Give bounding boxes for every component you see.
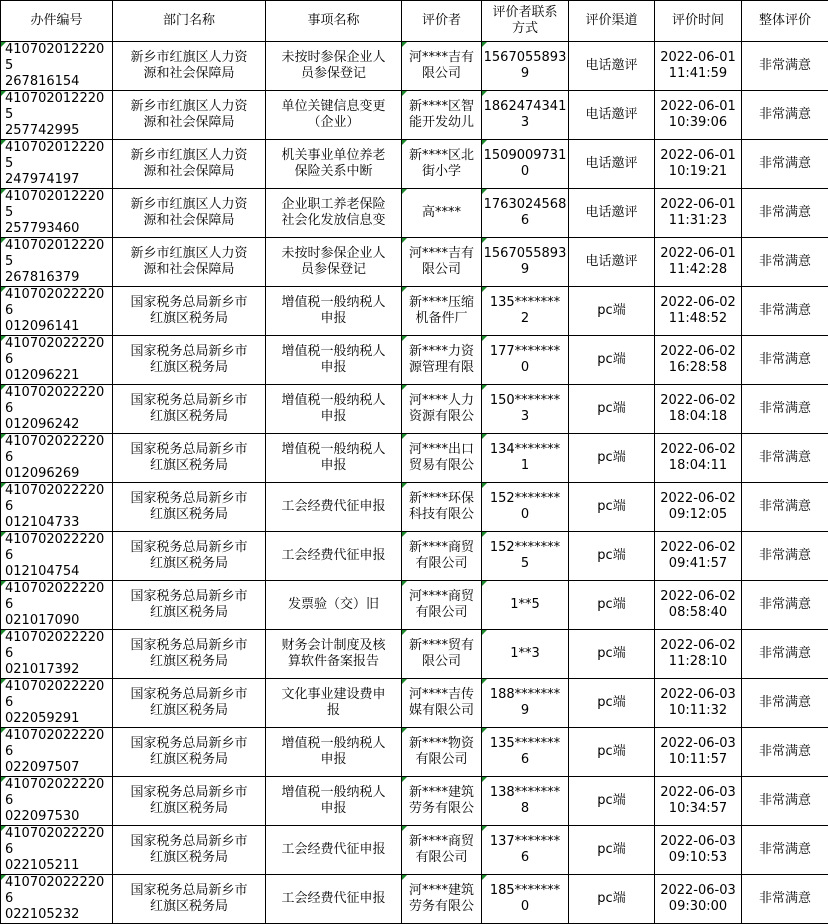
cell-time: 2022-06-02 09:12:05 (655, 483, 742, 532)
cell-department: 国家税务总局新乡市 红旗区税务局 (113, 679, 266, 728)
table-row (1, 679, 828, 728)
table-row (1, 42, 828, 91)
cell-rating: 非常满意 (742, 777, 828, 826)
cell-channel: pc端 (569, 581, 655, 630)
cell-contact: 1509009731 0 (482, 140, 569, 189)
cell-contact: 1862474341 3 (482, 91, 569, 140)
cell-department: 国家税务总局新乡市 红旗区税务局 (113, 581, 266, 630)
cell-channel: pc端 (569, 532, 655, 581)
cell-contact: 152******* 5 (482, 532, 569, 581)
cell-channel: pc端 (569, 434, 655, 483)
table-row (1, 875, 828, 924)
cell-time: 2022-06-01 11:41:59 (655, 42, 742, 91)
cell-item: 财务会计制度及核 算软件备案报告 (266, 630, 402, 679)
cell-time: 2022-06-02 16:28:58 (655, 336, 742, 385)
cell-department: 国家税务总局新乡市 红旗区税务局 (113, 826, 266, 875)
table-row (1, 434, 828, 483)
table-row (1, 287, 828, 336)
cell-rating: 非常满意 (742, 336, 828, 385)
cell-item: 发票验（交）旧 (266, 581, 402, 630)
cell-department: 国家税务总局新乡市 红旗区税务局 (113, 532, 266, 581)
header-time: 评价时间 (655, 1, 742, 42)
cell-evaluator: 新****环保 科技有限公 (402, 483, 482, 532)
cell-evaluator: 新****区北 街小学 (402, 140, 482, 189)
cell-id: 4107020222206 021017392 (1, 630, 113, 679)
cell-department: 新乡市红旗区人力资 源和社会保障局 (113, 140, 266, 189)
table-row (1, 483, 828, 532)
table-row (1, 189, 828, 238)
cell-time: 2022-06-02 18:04:11 (655, 434, 742, 483)
cell-rating: 非常满意 (742, 385, 828, 434)
cell-rating: 非常满意 (742, 581, 828, 630)
cell-department: 国家税务总局新乡市 红旗区税务局 (113, 875, 266, 924)
cell-item: 工会经费代征申报 (266, 483, 402, 532)
table-row (1, 826, 828, 875)
cell-channel: pc端 (569, 875, 655, 924)
cell-channel: pc端 (569, 630, 655, 679)
cell-channel: 电话邀评 (569, 42, 655, 91)
cell-contact: 134******* 1 (482, 434, 569, 483)
cell-department: 国家税务总局新乡市 红旗区税务局 (113, 287, 266, 336)
header-channel: 评价渠道 (569, 1, 655, 42)
cell-time: 2022-06-03 10:11:32 (655, 679, 742, 728)
cell-id: 4107020222206 022105211 (1, 826, 113, 875)
cell-time: 2022-06-01 10:39:06 (655, 91, 742, 140)
header-rating: 整体评价 (742, 1, 828, 42)
cell-id: 4107020222206 021017090 (1, 581, 113, 630)
table-row (1, 238, 828, 287)
cell-item: 工会经费代征申报 (266, 875, 402, 924)
cell-department: 国家税务总局新乡市 红旗区税务局 (113, 777, 266, 826)
cell-item: 增值税一般纳税人 申报 (266, 385, 402, 434)
cell-item: 未按时参保企业人 员参保登记 (266, 238, 402, 287)
cell-channel: pc端 (569, 728, 655, 777)
cell-id: 4107020222206 012096242 (1, 385, 113, 434)
header-contact: 评价者联系 方式 (482, 1, 569, 42)
cell-channel: pc端 (569, 826, 655, 875)
cell-evaluator: 新****压缩 机备件厂 (402, 287, 482, 336)
cell-time: 2022-06-03 10:34:57 (655, 777, 742, 826)
cell-item: 增值税一般纳税人 申报 (266, 287, 402, 336)
cell-item: 增值税一般纳税人 申报 (266, 728, 402, 777)
cell-evaluator: 河****商贸 有限公司 (402, 581, 482, 630)
table-row (1, 532, 828, 581)
cell-department: 国家税务总局新乡市 红旗区税务局 (113, 483, 266, 532)
header-id: 办件编号 (1, 1, 113, 42)
cell-evaluator: 河****吉传 媒有限公司 (402, 679, 482, 728)
cell-rating: 非常满意 (742, 42, 828, 91)
cell-contact: 185******* 0 (482, 875, 569, 924)
cell-evaluator: 河****建筑 劳务有限公 (402, 875, 482, 924)
cell-contact: 1567055893 9 (482, 238, 569, 287)
cell-channel: pc端 (569, 385, 655, 434)
cell-evaluator: 新****区智 能开发幼儿 (402, 91, 482, 140)
cell-evaluator: 河****出口 贸易有限公 (402, 434, 482, 483)
cell-evaluator: 新****商贸 有限公司 (402, 826, 482, 875)
cell-channel: 电话邀评 (569, 189, 655, 238)
cell-contact: 150******* 3 (482, 385, 569, 434)
table-row (1, 581, 828, 630)
cell-rating: 非常满意 (742, 875, 828, 924)
cell-channel: 电话邀评 (569, 140, 655, 189)
cell-channel: pc端 (569, 777, 655, 826)
cell-department: 新乡市红旗区人力资 源和社会保障局 (113, 189, 266, 238)
cell-contact: 137******* 6 (482, 826, 569, 875)
cell-evaluator: 河****人力 资源有限公 (402, 385, 482, 434)
cell-id: 4107020222206 012096141 (1, 287, 113, 336)
cell-item: 未按时参保企业人 员参保登记 (266, 42, 402, 91)
cell-rating: 非常满意 (742, 434, 828, 483)
cell-time: 2022-06-03 09:10:53 (655, 826, 742, 875)
cell-department: 新乡市红旗区人力资 源和社会保障局 (113, 91, 266, 140)
cell-id: 4107020122205 257793460 (1, 189, 113, 238)
cell-item: 文化事业建设费申 报 (266, 679, 402, 728)
header-department: 部门名称 (113, 1, 266, 42)
cell-evaluator: 河****吉有 限公司 (402, 42, 482, 91)
cell-contact: 188******* 9 (482, 679, 569, 728)
cell-evaluator: 新****力资 源管理有限 (402, 336, 482, 385)
cell-contact: 135******* 2 (482, 287, 569, 336)
cell-contact: 177******* 0 (482, 336, 569, 385)
cell-department: 国家税务总局新乡市 红旗区税务局 (113, 630, 266, 679)
cell-id: 4107020222206 022105232 (1, 875, 113, 924)
table-row (1, 385, 828, 434)
cell-item: 增值税一般纳税人 申报 (266, 434, 402, 483)
cell-rating: 非常满意 (742, 630, 828, 679)
cell-rating: 非常满意 (742, 140, 828, 189)
cell-channel: 电话邀评 (569, 91, 655, 140)
cell-item: 工会经费代征申报 (266, 826, 402, 875)
table-row (1, 91, 828, 140)
cell-contact: 138******* 8 (482, 777, 569, 826)
cell-rating: 非常满意 (742, 91, 828, 140)
cell-channel: 电话邀评 (569, 238, 655, 287)
cell-evaluator: 新****建筑 劳务有限公 (402, 777, 482, 826)
header-item: 事项名称 (266, 1, 402, 42)
cell-id: 4107020122205 267816154 (1, 42, 113, 91)
table-row (1, 336, 828, 385)
cell-channel: pc端 (569, 336, 655, 385)
cell-rating: 非常满意 (742, 728, 828, 777)
cell-department: 新乡市红旗区人力资 源和社会保障局 (113, 42, 266, 91)
cell-time: 2022-06-02 08:58:40 (655, 581, 742, 630)
cell-channel: pc端 (569, 483, 655, 532)
cell-time: 2022-06-01 11:42:28 (655, 238, 742, 287)
header-row (1, 1, 828, 42)
table-row (1, 140, 828, 189)
cell-time: 2022-06-03 09:30:00 (655, 875, 742, 924)
cell-id: 4107020222206 022097507 (1, 728, 113, 777)
cell-time: 2022-06-01 10:19:21 (655, 140, 742, 189)
cell-id: 4107020122205 267816379 (1, 238, 113, 287)
cell-id: 4107020122205 257742995 (1, 91, 113, 140)
cell-time: 2022-06-02 11:48:52 (655, 287, 742, 336)
cell-id: 4107020222206 012096221 (1, 336, 113, 385)
cell-item: 企业职工养老保险 社会化发放信息变 (266, 189, 402, 238)
cell-evaluator: 新****商贸 有限公司 (402, 532, 482, 581)
cell-channel: pc端 (569, 287, 655, 336)
cell-id: 4107020222206 022059291 (1, 679, 113, 728)
cell-contact: 1**5 (482, 581, 569, 630)
cell-rating: 非常满意 (742, 287, 828, 336)
cell-rating: 非常满意 (742, 483, 828, 532)
cell-time: 2022-06-03 10:11:57 (655, 728, 742, 777)
cell-rating: 非常满意 (742, 189, 828, 238)
cell-rating: 非常满意 (742, 826, 828, 875)
table-row (1, 630, 828, 679)
cell-id: 4107020122205 247974197 (1, 140, 113, 189)
cell-id: 4107020222206 012104754 (1, 532, 113, 581)
cell-department: 国家税务总局新乡市 红旗区税务局 (113, 385, 266, 434)
table-row (1, 777, 828, 826)
cell-item: 增值税一般纳税人 申报 (266, 777, 402, 826)
cell-department: 国家税务总局新乡市 红旗区税务局 (113, 336, 266, 385)
cell-channel: pc端 (569, 679, 655, 728)
cell-time: 2022-06-02 18:04:18 (655, 385, 742, 434)
cell-time: 2022-06-02 09:41:57 (655, 532, 742, 581)
table-body (1, 42, 828, 924)
cell-contact: 152******* 0 (482, 483, 569, 532)
cell-rating: 非常满意 (742, 532, 828, 581)
cell-contact: 1763024568 6 (482, 189, 569, 238)
cell-evaluator: 新****物资 有限公司 (402, 728, 482, 777)
cell-id: 4107020222206 012096269 (1, 434, 113, 483)
cell-contact: 1**3 (482, 630, 569, 679)
header-evaluator: 评价者 (402, 1, 482, 42)
cell-item: 增值税一般纳税人 申报 (266, 336, 402, 385)
cell-evaluator: 新****贸有 限公司 (402, 630, 482, 679)
cell-department: 国家税务总局新乡市 红旗区税务局 (113, 728, 266, 777)
cell-item: 机关事业单位养老 保险关系中断 (266, 140, 402, 189)
cell-id: 4107020222206 012104733 (1, 483, 113, 532)
cell-department: 新乡市红旗区人力资 源和社会保障局 (113, 238, 266, 287)
cell-time: 2022-06-01 11:31:23 (655, 189, 742, 238)
cell-rating: 非常满意 (742, 238, 828, 287)
table-row (1, 728, 828, 777)
cell-time: 2022-06-02 11:28:10 (655, 630, 742, 679)
cell-id: 4107020222206 022097530 (1, 777, 113, 826)
cell-contact: 135******* 6 (482, 728, 569, 777)
cell-contact: 1567055893 9 (482, 42, 569, 91)
cell-evaluator: 高**** (402, 189, 482, 238)
cell-item: 单位关键信息变更 （企业） (266, 91, 402, 140)
cell-item: 工会经费代征申报 (266, 532, 402, 581)
cell-evaluator: 河****吉有 限公司 (402, 238, 482, 287)
cell-department: 国家税务总局新乡市 红旗区税务局 (113, 434, 266, 483)
cell-rating: 非常满意 (742, 679, 828, 728)
